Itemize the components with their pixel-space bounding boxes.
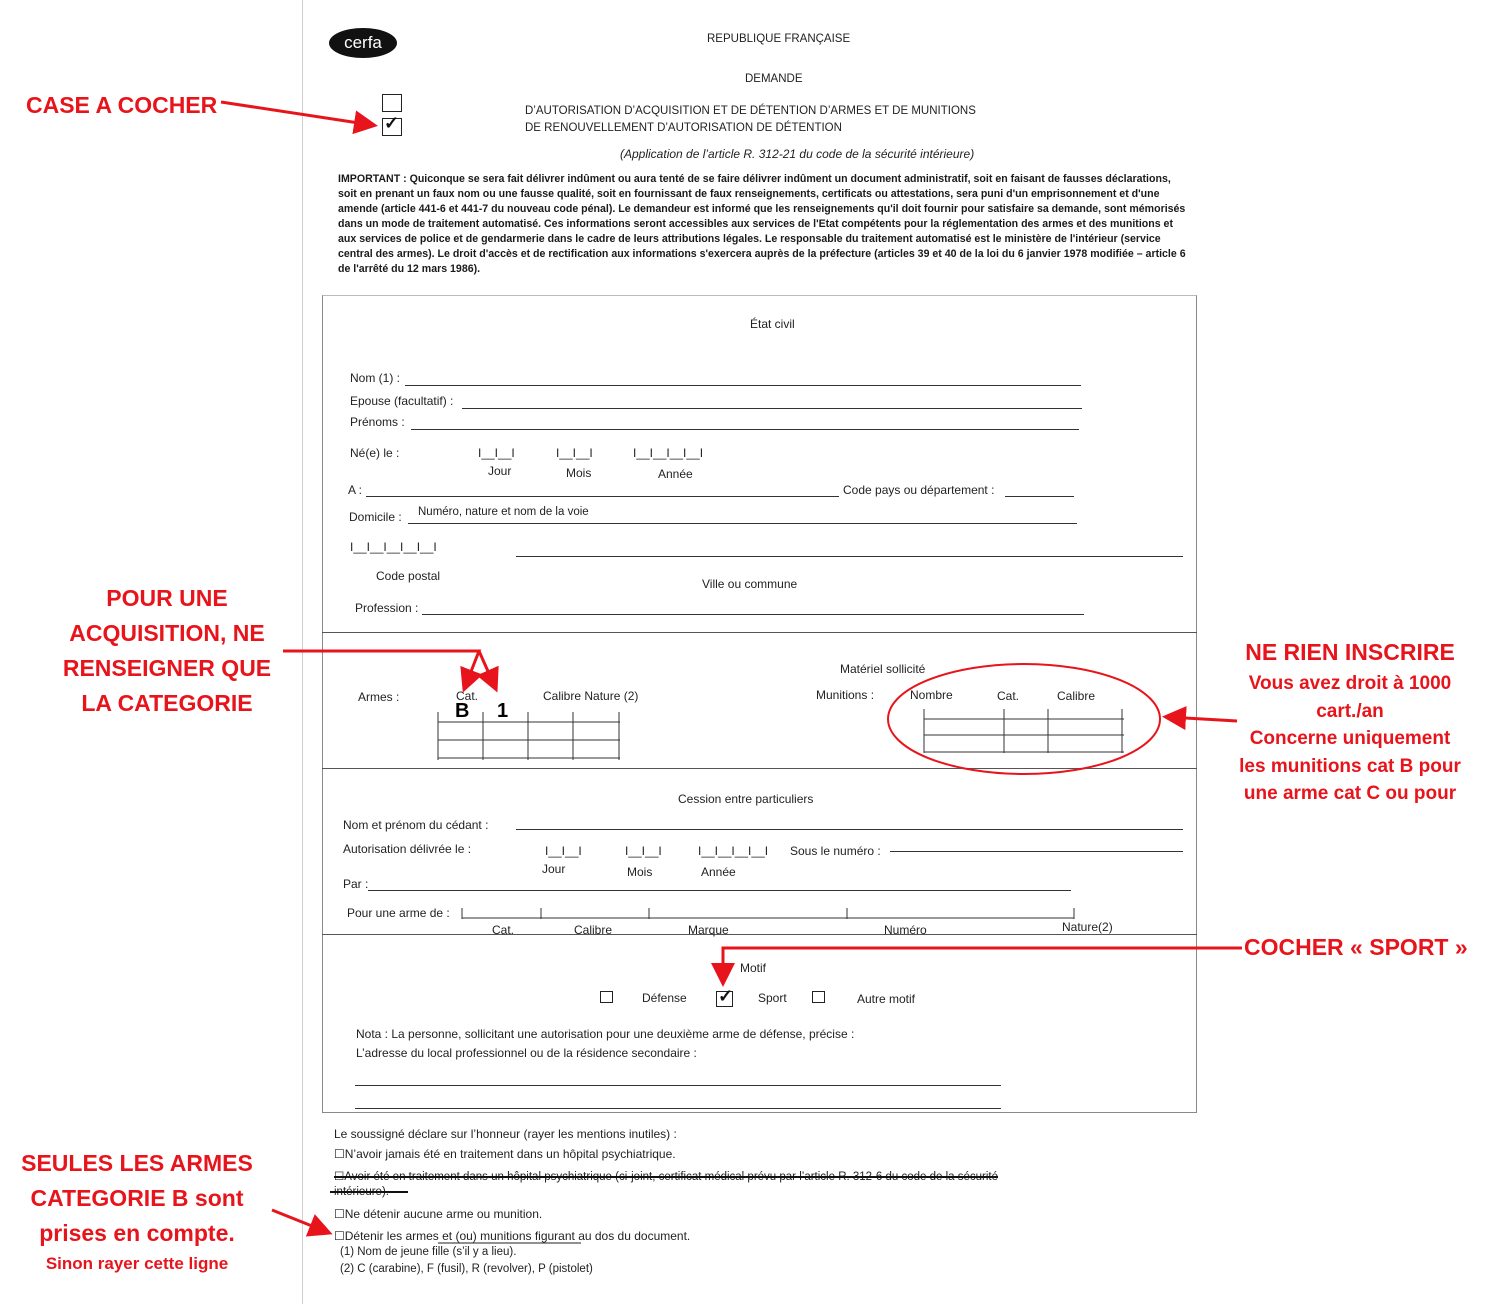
auth-month-box[interactable]: I__I__I (625, 844, 662, 858)
annotation-ne-rien-3: Concerne uniquement (1249, 728, 1451, 749)
declaration-item-1[interactable]: ☐N’avoir jamais été en traitement dans un hôpital psychiatrique. (334, 1147, 676, 1161)
etat-civil-title: État civil (750, 317, 795, 331)
annotation-acquisition-4: LA CATEGORIE (81, 690, 253, 716)
annotation-ne-rien-4: les munitions cat B pour (1239, 756, 1461, 777)
nota-text: Nota : La personne, sollicitant une autorisation pour une deuxième arme de défense, précise : (356, 1027, 855, 1041)
birth-day-box[interactable]: I__I__I (478, 446, 515, 460)
par-label: Par : (343, 877, 369, 891)
annotation-acquisition-3: RENSEIGNER QUE (62, 655, 272, 681)
declaration-intro: Le soussigné déclare sur l’honneur (rayer les mentions inutiles) : (334, 1127, 677, 1141)
domicile-hint: Numéro, nature et nom de la voie (418, 506, 589, 518)
cedant-label: Nom et prénom du cédant : (343, 818, 489, 832)
declaration-item-4[interactable]: ☐Détenir les armes et (ou) munitions figurant au dos du document. (334, 1229, 691, 1243)
section-divider (322, 632, 1197, 633)
profession-field[interactable] (422, 614, 1084, 615)
armes-cat-header: Cat. (456, 689, 479, 703)
cession-title: Cession entre particuliers (678, 792, 814, 806)
sport-label: Sport (758, 991, 787, 1005)
adresse-text: L’adresse du local professionnel ou de la résidence secondaire : (356, 1046, 697, 1060)
code-postal-caption: Code postal (376, 569, 441, 583)
annotation-seules-3: prises en compte. (39, 1220, 235, 1246)
materiel-title: Matériel sollicité (840, 662, 926, 676)
annotation-seules-2: CATEGORIE B sont (30, 1185, 244, 1211)
cession-mois-caption: Mois (627, 865, 653, 879)
birth-month-box[interactable]: I__I__I (556, 446, 593, 460)
birth-year-box[interactable]: I__I__I__I__I (633, 446, 704, 460)
annee-caption: Année (658, 467, 693, 481)
col-calibre: Calibre (574, 923, 613, 937)
footnote-2: (2) C (carabine), F (fusil), R (revolver), P (pistolet) (340, 1263, 593, 1275)
annotation-cocher-sport: COCHER « SPORT » (1244, 934, 1468, 960)
declaration-item-2[interactable]: ☐Avoir été en traitement dans un hôpital psychiatrique (ci-joint, certificat médical prévu par l’article R. 312-6 du code de la sécurité (334, 1171, 999, 1183)
important-notice: IMPORTANT : Quiconque se sera fait délivrer indûment ou aura tenté de se faire délivrer indûment un document administratif, soit en faisant de fausses déclarations, soit en prenant un faux nom ou une fausse qualité, soit en fournissant de faux renseignements, certificats ou attestations, sera puni d'un emprisonnement et d'une amende (article 441-6 et 441-7 du nouveau code pénal). Le demandeur est informé que les renseignements qu'il doit fournir pour satisfaire sa demande, sont mémorisés dans un mode de traitement automatisé. Ces informations seront accessibles aux services de l'Etat compétents pour la réglementation des armes et des munitions et aux services de police et de gendarmerie dans le cadre de leurs attributions légales. Le responsable du traitement automatisé est le ministère de l'intérieur (service central des armes). Le droit d'accès et de rectification aux informations s'exercera auprès de la préfecture (articles 39 et 40 de la loi du 6 janvier 1978 modifiée – article 6 de l'arrêté du 12 mars 1986). (338, 173, 1186, 275)
col-nature: Nature(2) (1062, 920, 1113, 934)
filled-category: B (455, 700, 470, 722)
cession-annee-caption: Année (701, 865, 736, 879)
pour-arme-label: Pour une arme de : (347, 906, 450, 920)
par-field[interactable] (368, 890, 1071, 891)
munitions-label: Munitions : (816, 688, 875, 702)
page-edge-line (302, 0, 303, 1304)
jour-caption: Jour (488, 464, 512, 478)
epouse-field[interactable] (462, 408, 1082, 409)
code-pays-label: Code pays ou département : (843, 483, 995, 497)
postal-code-box[interactable]: I__I__I__I__I__I (350, 540, 437, 554)
cedant-field[interactable] (516, 829, 1183, 830)
profession-label: Profession : (355, 601, 419, 615)
annotation-case-a-cocher: CASE A COCHER (26, 92, 218, 118)
nom-field[interactable] (405, 385, 1081, 386)
option-renewal-label: DE RENOUVELLEMENT D’AUTORISATION DE DÉTENTION (525, 122, 842, 134)
code-pays-field[interactable] (1005, 496, 1074, 497)
motif-title: Motif (740, 961, 767, 975)
renewal-checkbox[interactable] (382, 118, 402, 136)
auth-year-box[interactable]: I__I__I__I__I (698, 844, 769, 858)
application-article: (Application de l’article R. 312-21 du code de la sécurité intérieure) (620, 147, 975, 161)
domicile-field[interactable] (408, 523, 1077, 524)
autre-motif-checkbox[interactable] (812, 991, 825, 1003)
munitions-calibre-header: Calibre (1057, 689, 1096, 703)
acquisition-checkbox[interactable] (382, 94, 402, 112)
defense-checkbox[interactable] (600, 991, 613, 1003)
col-cat: Cat. (492, 923, 515, 937)
annotation-seules-4: Sinon rayer cette ligne (45, 1254, 229, 1273)
filled-number: 1 (497, 700, 509, 722)
annotation-ne-rien-5: une arme cat C ou pour (1243, 783, 1457, 804)
adresse-field-1[interactable] (355, 1085, 1001, 1086)
ne-le-label: Né(e) le : (350, 446, 400, 460)
annotation-acquisition-1: POUR UNE (106, 585, 228, 611)
annotation-ne-rien-1: Vous avez droit à 1000 (1248, 673, 1452, 694)
col-numero: Numéro (884, 923, 927, 937)
cession-jour-caption: Jour (542, 862, 566, 876)
nom-label: Nom (1) : (350, 371, 401, 385)
cerfa-logo: cerfa (329, 28, 397, 58)
annotation-seules-1: SEULES LES ARMES (21, 1150, 253, 1176)
demande-title: DEMANDE (745, 73, 803, 85)
option-acquisition-label: D’AUTORISATION D’ACQUISITION ET DE DÉTENTION D’ARMES ET DE MUNITIONS (525, 105, 976, 117)
section-divider (322, 934, 1197, 935)
defense-label: Défense (642, 991, 687, 1005)
ville-field[interactable] (516, 556, 1183, 557)
auth-day-box[interactable]: I__I__I (545, 844, 582, 858)
mois-caption: Mois (566, 466, 592, 480)
autre-motif-label: Autre motif (857, 992, 916, 1006)
munitions-nombre-header: Nombre (910, 688, 953, 702)
col-marque: Marque (688, 923, 729, 937)
sport-checkbox[interactable] (716, 991, 733, 1007)
lieu-label: A : (348, 483, 363, 497)
annotation-ne-rien-title: NE RIEN INSCRIRE (1245, 639, 1455, 665)
annotation-ne-rien-2: cart./an (1316, 701, 1384, 722)
prenoms-label: Prénoms : (350, 415, 405, 429)
domicile-label: Domicile : (349, 510, 402, 524)
lieu-field[interactable] (366, 496, 839, 497)
annotation-acquisition-2: ACQUISITION, NE (69, 620, 265, 646)
sous-numero-field[interactable] (890, 851, 1183, 852)
munitions-cat-header: Cat. (997, 689, 1020, 703)
prenoms-field[interactable] (411, 429, 1079, 430)
armes-label: Armes : (358, 690, 400, 704)
declaration-item-2-cont: intérieure). (334, 1186, 389, 1198)
epouse-label: Epouse (facultatif) : (350, 394, 454, 408)
autorisation-label: Autorisation délivrée le : (343, 842, 472, 856)
ville-caption: Ville ou commune (702, 577, 798, 591)
republic-title: REPUBLIQUE FRANÇAISE (707, 33, 851, 45)
section-divider (322, 768, 1197, 769)
adresse-field-2[interactable] (355, 1108, 1001, 1109)
sous-numero-label: Sous le numéro : (790, 844, 881, 858)
armes-calibre-nature-header: Calibre Nature (2) (543, 689, 639, 703)
footnote-1: (1) Nom de jeune fille (s’il y a lieu). (340, 1246, 517, 1258)
declaration-item-3[interactable]: ☐Ne détenir aucune arme ou munition. (334, 1207, 543, 1221)
